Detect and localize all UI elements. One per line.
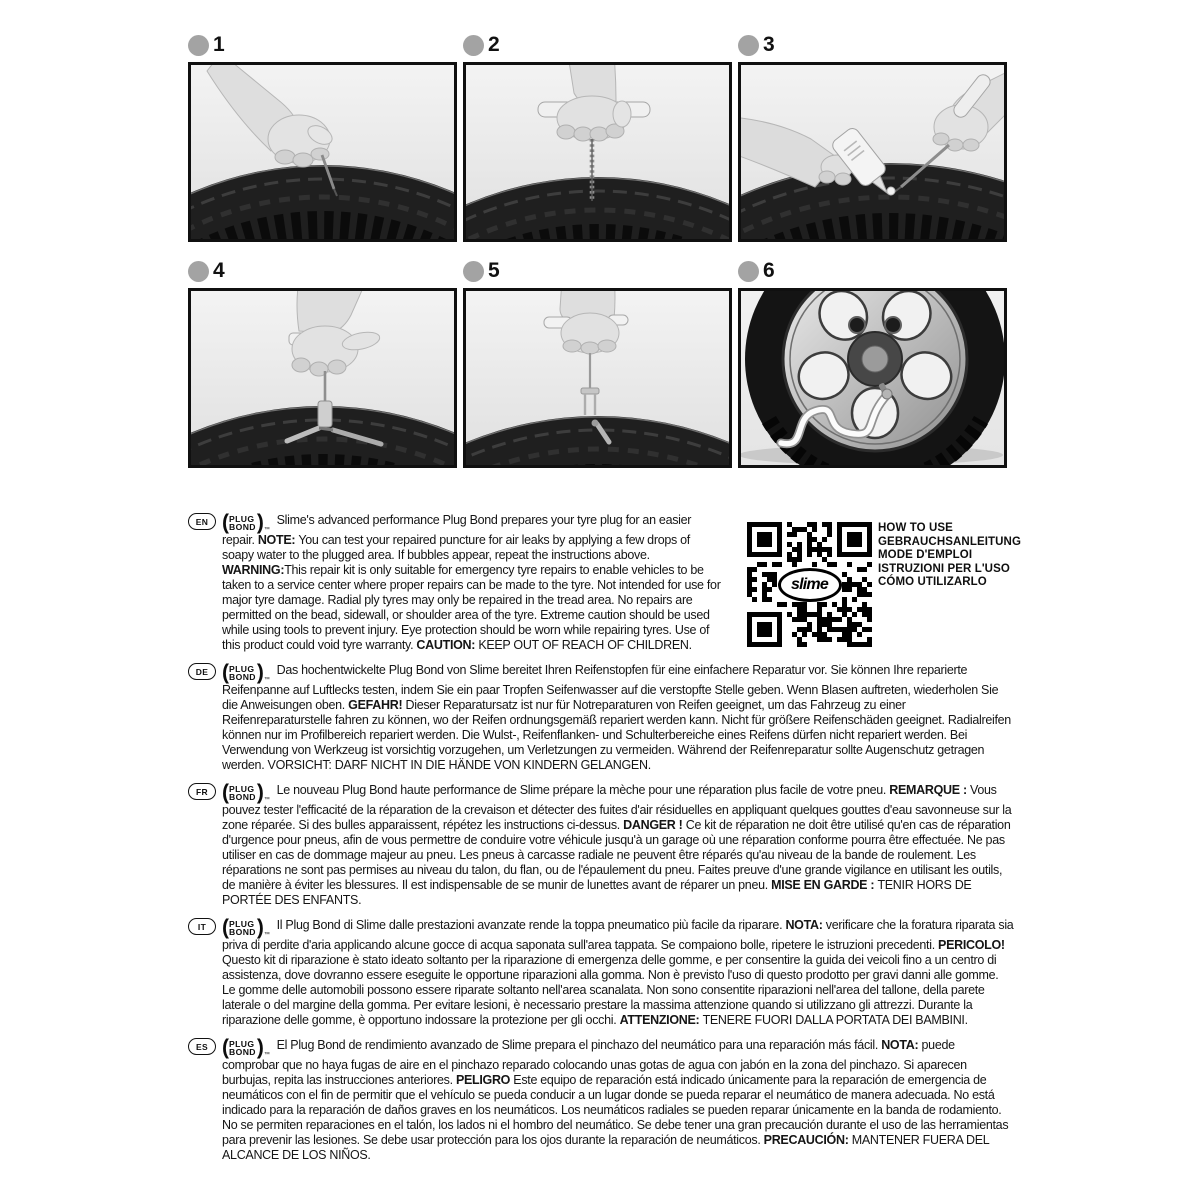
trademark-symbol: ™ <box>263 1052 270 1058</box>
step-number: 6 <box>763 259 775 282</box>
logo-paren-left: ( <box>222 915 228 940</box>
step-number-dot <box>463 35 484 56</box>
step-photo-3 <box>738 62 1007 242</box>
step-2-header <box>463 33 732 57</box>
logo-paren-left: ( <box>222 1035 228 1060</box>
plug-bond-logo <box>222 782 270 803</box>
plug-bond-logo <box>222 512 270 533</box>
logo-paren-right: ) <box>256 1035 263 1060</box>
step-number: 3 <box>763 33 775 56</box>
logo-line1: PLUG <box>229 783 255 794</box>
logo-paren-right: ) <box>256 510 263 535</box>
logo-line2: BOND <box>229 521 256 532</box>
logo-paren-left: ( <box>222 510 228 535</box>
step-number-dot <box>188 35 209 56</box>
logo-line2: BOND <box>229 671 256 682</box>
language-code-badge: DE <box>188 663 216 680</box>
steps-grid <box>188 33 1007 468</box>
logo-paren-right: ) <box>256 780 263 805</box>
howto-line-1: GEBRAUCHSANLEITUNG <box>878 535 1021 548</box>
logo-paren-left: ( <box>222 780 228 805</box>
step-number: 1 <box>213 33 225 56</box>
language-block-fr <box>188 782 1018 908</box>
logo-line2: BOND <box>229 1046 256 1057</box>
plug-bond-logo <box>222 917 270 938</box>
step-4 <box>188 259 457 468</box>
language-code-badge: FR <box>188 783 216 800</box>
step-number-dot <box>463 261 484 282</box>
step-1-header <box>188 33 457 57</box>
step-photo-5 <box>463 288 732 468</box>
logo-paren-right: ) <box>256 915 263 940</box>
logo-line1: PLUG <box>229 1038 255 1049</box>
language-code-badge: IT <box>188 918 216 935</box>
trademark-symbol: ™ <box>263 932 270 938</box>
step-5 <box>463 259 732 468</box>
language-paragraph: ( PLUG BOND ) ™ Das hochentwickelte Plug Bond von Slime bereitet Ihren Reifenstopfen für eine einfachere Reparatur vor. Sie können Ihre reparierte Reifenpanne auf Luftlecks testen, indem Sie ein paar Tropfen Seifenwasser auf die verstopfte Stelle geben. Wenn Blasen auftreten, wiederholen Sie die Anweisungen oben. GEFAHR! Dieser Reparatursatz ist nur für Notreparaturen von Reifen geeignet, um das Fahrzeug zu einer Reifenreparaturstelle fahren zu können, wo der Reifen ordnungsgemäß repariert werden kann. Nicht für größere Reifenschäden geeignet. Radialreifen können nur im Profilbereich repariert werden. Die Wulst-, Reifenflanken- und Schulterbereiche eines Reifens dürfen nicht repariert werden. Bei Verwendung von Werkzeug ist vorsichtig vorzugehen, um Verletzungen zu vermeiden. Während der Reifenreparatur sollte Augenschutz getragen werden. VORSICHT: DARF NICHT IN DIE HÄNDE VON KINDERN GELANGEN. <box>222 660 1011 772</box>
language-paragraph: ( PLUG BOND ) ™ Slime's advanced performance Plug Bond prepares your tyre plug for an easier repair. NOTE: You can test your repaired puncture for air leaks by applying a few drops of soapy water to the plugged area. If bubbles appear, repeat the instructions above. WARNING:This repair kit is only suitable for emergency tyre repairs to enable vehicles to be taken to a service center where proper repairs can be made to the tyre. Not intended for use for major tyre damage. Radial ply tyres may only be repaired in the tread area. No repairs are permitted on the bead, sidewall, or shoulder area of the tyre. Extreme caution should be used while using tools to prevent injury. Eye protection should be worn while repairing tyres. Use of this product could void tyre warranty. CAUTION: KEEP OUT OF REACH OF CHILDREN. <box>222 510 721 652</box>
logo-line1: PLUG <box>229 918 255 929</box>
qr-code <box>747 522 872 647</box>
step-photo-4 <box>188 288 457 468</box>
howto-list <box>878 522 1021 590</box>
language-code-badge: EN <box>188 513 216 530</box>
step-photo-6 <box>738 288 1007 468</box>
step-number: 5 <box>488 259 500 282</box>
step-photo-2 <box>463 62 732 242</box>
step-3-illustration <box>741 65 1004 239</box>
step-6-header <box>738 259 1007 283</box>
logo-paren-right: ) <box>256 660 263 685</box>
step-4-header <box>188 259 457 283</box>
step-number: 2 <box>488 33 500 56</box>
logo-line2: BOND <box>229 926 256 937</box>
language-paragraph: ( PLUG BOND ) ™ Il Plug Bond di Slime dalle prestazioni avanzate rende la toppa pneumatico più facile da riparare. NOTA: verificare che la foratura riparata sia priva di perdite d'aria applicando alcune gocce di acqua saponata sull'area tappata. Se compaiono bolle, ripetere le istruzioni precedenti. PERICOLO! Questo kit di riparazione è stato ideato soltanto per la riparazione di emergenza delle gomme, e per consentire la guida dei veicoli fino a un centro di assistenza, dove dovranno essere eseguite le opportune riparazioni alla gomma. Non è previsto l'uso di questo prodotto per gravi danni alle gomme. Le gomme delle automobili possono essere riparate soltanto nell'area scanalata. Non sono consentite riparazioni nell'area del tallone, della parete laterale o del margine della gomma. Per evitare lesioni, è necessario prestare la massima attenzione quando si utilizzano gli attrezzi. Durante la riparazione delle gomme, è opportuno indossare la protezione per gli occhi. ATTENZIONE: TENERE FUORI DALLA PORTATA DEI BAMBINI. <box>222 915 1014 1027</box>
plug-bond-logo <box>222 1037 270 1058</box>
logo-line1: PLUG <box>229 663 255 674</box>
howto-line-2: MODE D'EMPLOI <box>878 549 973 562</box>
step-number: 4 <box>213 259 225 282</box>
plug-bond-logo <box>222 662 270 683</box>
language-paragraph: ( PLUG BOND ) ™ Le nouveau Plug Bond haute performance de Slime prépare la mèche pour une réparation plus facile de votre pneu. REMARQUE : Vous pouvez tester l'efficacité de la réparation de la crevaison et détecter des fuites d'air résiduelles en appliquant quelques gouttes d'eau savonneuse sur la zone réparée. Si des bulles apparaissent, répétez les instructions ci-dessus. DANGER ! Ce kit de réparation ne doit être utilisé qu'en cas de réparation d'urgence pour pneus, afin de vous permettre de conduire votre véhicule jusqu'à un garage où une réparation conforme pourra être effectuée. Ne pas utiliser en cas de dommage majeur au pneu. Les pneus à carcasse radiale ne peuvent être réparés qu'au niveau de la bande de roulement. Les réparations ne sont pas permises au niveau du talon, du flan, ou de l'épaulement du pneu. Faites preuve d'une grande vigilance en utilisant les outils, de manière à éviter les blessures. Il est indispensable de se munir de lunettes avant de réparer un pneu. MISE EN GARDE : TENIR HORS DE PORTÉE DES ENFANTS. <box>222 780 1012 907</box>
step-1 <box>188 33 457 242</box>
step-5-header <box>463 259 732 283</box>
language-block-de <box>188 662 1018 773</box>
step-3-header <box>738 33 1007 57</box>
language-block-it <box>188 917 1018 1028</box>
language-code-badge: ES <box>188 1038 216 1055</box>
language-sections <box>188 512 1018 1172</box>
logo-paren-left: ( <box>222 660 228 685</box>
language-block-es <box>188 1037 1018 1163</box>
logo-line2: BOND <box>229 791 256 802</box>
slime-logo <box>778 568 842 602</box>
step-3 <box>738 33 1007 242</box>
step-6-illustration <box>741 291 1004 465</box>
language-paragraph: ( PLUG BOND ) ™ El Plug Bond de rendimiento avanzado de Slime prepara el pinchazo del neumático para una reparación más fácil. NOTA: puede comprobar que no haya fugas de aire en el pinchazo reparado colocando unas gotas de agua con jabón en la zona del pinchazo. Si aparecen burbujas, repita las instrucciones anteriores. PELIGRO Este equipo de reparación está indicado únicamente para la reparación de emergencia de neumáticos con el fin de permitir que el vehículo se pueda conducir a un lugar donde se pueda reparar el neumático de manera adecuada. No está indicado para la reparación de daños graves en los neumáticos. Los neumáticos radiales se pueden reparar únicamente en la banda de rodamiento. No se permiten reparaciones en el talón, los lados ni el hombro del neumático. Se debe tener una gran precaución durante el uso de las herramientas para prevenir las lesiones. Se debe usar protección para los ojos durante la reparación de neumáticos. PRECAUCIÓN: MANTENER FUERA DEL ALCANCE DE LOS NIÑOS. <box>222 1035 1009 1162</box>
howto-line-0: HOW TO USE <box>878 522 953 534</box>
logo-line1: PLUG <box>229 513 255 524</box>
trademark-symbol: ™ <box>263 677 270 683</box>
slime-logo-text: slime <box>791 575 828 593</box>
step-photo-1 <box>188 62 457 242</box>
howto-line-3: ISTRUZIONI PER L'USO <box>878 562 1010 575</box>
trademark-symbol: ™ <box>263 797 270 803</box>
step-2 <box>463 33 732 242</box>
step-number-dot <box>738 35 759 56</box>
step-number-dot <box>738 261 759 282</box>
step-6 <box>738 259 1007 468</box>
step-2-illustration <box>466 65 729 239</box>
step-5-illustration <box>466 291 729 465</box>
step-number-dot <box>188 261 209 282</box>
step-1-illustration <box>191 65 454 239</box>
step-4-illustration <box>191 291 454 465</box>
howto-line-4: CÓMO UTILIZARLO <box>878 576 987 589</box>
trademark-symbol: ™ <box>263 527 270 533</box>
